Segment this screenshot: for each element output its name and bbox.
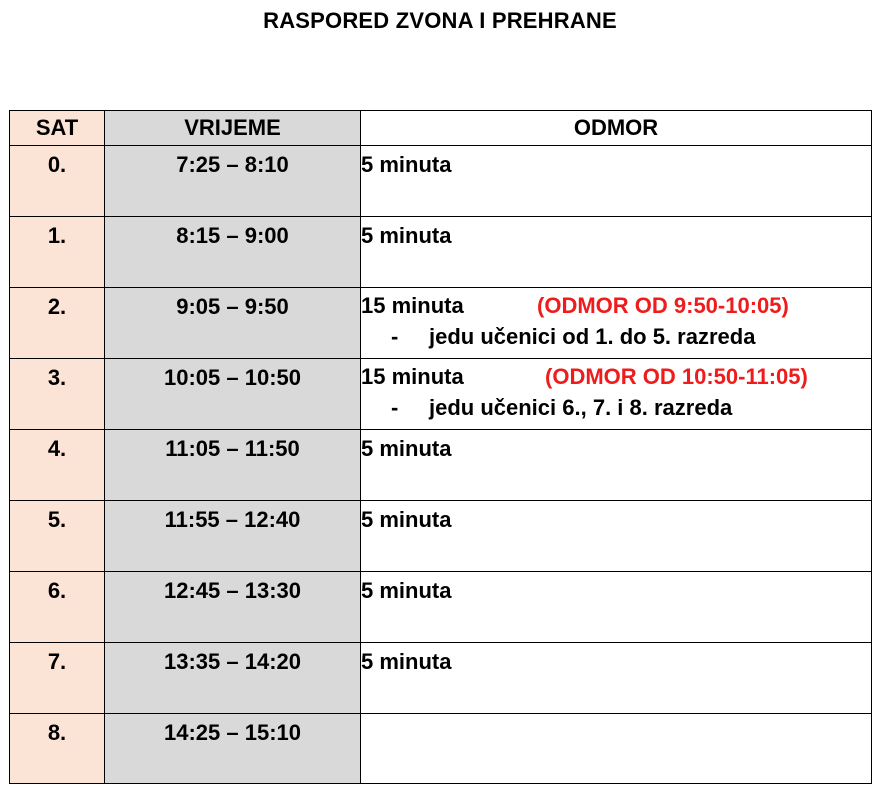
table-row	[10, 146, 872, 217]
break-cell	[361, 217, 872, 288]
sat-cell	[10, 217, 105, 288]
header-break: ODMOR	[361, 111, 872, 146]
time-cell	[105, 288, 361, 359]
sat-number: 4.	[47, 436, 67, 461]
break-duration: 5 minuta	[361, 578, 452, 603]
sat-number: 3.	[47, 365, 67, 390]
sat-number: 6.	[47, 578, 67, 603]
sat-cell	[10, 288, 105, 359]
sat-cell	[10, 714, 105, 784]
time-range: 9:05 – 9:50	[176, 294, 289, 319]
sat-cell	[10, 501, 105, 572]
table-row	[10, 217, 872, 288]
break-duration: 5 minuta	[361, 436, 452, 461]
break-subnote	[361, 391, 871, 425]
break-cell	[361, 359, 872, 430]
break-duration: 15 minuta	[361, 364, 464, 389]
sat-cell	[10, 572, 105, 643]
header-time: VRIJEME	[105, 111, 361, 146]
break-subnote	[361, 320, 871, 354]
table-row	[10, 288, 872, 359]
table-row	[10, 714, 872, 784]
subnote-text: jedu učenici od 1. do 5. razreda	[429, 324, 756, 349]
break-note: (ODMOR OD 9:50-10:05)	[537, 293, 789, 318]
time-cell	[105, 714, 361, 784]
header-sat: SAT	[10, 111, 105, 146]
sat-number: 5.	[47, 507, 67, 532]
break-cell	[361, 146, 872, 217]
break-duration: 5 minuta	[361, 152, 452, 177]
time-range: 13:35 – 14:20	[164, 649, 301, 674]
time-range: 7:25 – 8:10	[176, 152, 289, 177]
sat-cell	[10, 430, 105, 501]
break-duration: 5 minuta	[361, 507, 452, 532]
break-cell	[361, 572, 872, 643]
break-cell	[361, 288, 872, 359]
time-range: 11:05 – 11:50	[165, 436, 300, 461]
break-cell	[361, 430, 872, 501]
time-range: 12:45 – 13:30	[164, 578, 301, 603]
dash-bullet: -	[391, 324, 399, 349]
sat-number: 8.	[47, 720, 67, 745]
sat-number: 7.	[47, 649, 67, 674]
break-line	[361, 288, 871, 320]
time-range: 14:25 – 15:10	[164, 720, 301, 745]
schedule-table	[9, 110, 872, 784]
break-cell	[361, 501, 872, 572]
page-title: RASPORED ZVONA I PREHRANE	[263, 8, 617, 33]
break-duration: 5 minuta	[361, 223, 452, 248]
time-cell	[105, 572, 361, 643]
time-cell	[105, 430, 361, 501]
sat-number: 1.	[47, 223, 67, 248]
time-range: 10:05 – 10:50	[164, 365, 301, 390]
time-cell	[105, 643, 361, 714]
break-duration	[361, 714, 871, 719]
break-cell	[361, 714, 872, 784]
table-row	[10, 359, 872, 430]
break-duration: 5 minuta	[361, 649, 452, 674]
sat-cell	[10, 359, 105, 430]
time-range: 11:55 – 12:40	[164, 507, 301, 532]
time-cell	[105, 217, 361, 288]
sat-cell	[10, 146, 105, 217]
time-range: 8:15 – 9:00	[176, 223, 289, 248]
break-duration: 15 minuta	[361, 293, 464, 318]
dash-bullet: -	[391, 395, 399, 420]
break-note: (ODMOR OD 10:50-11:05)	[545, 364, 808, 389]
table-header-row	[10, 111, 872, 146]
table-row	[10, 643, 872, 714]
table-row	[10, 430, 872, 501]
table-row	[10, 501, 872, 572]
time-cell	[105, 146, 361, 217]
sat-number: 2.	[47, 294, 67, 319]
sat-cell	[10, 643, 105, 714]
break-cell	[361, 643, 872, 714]
table-row	[10, 572, 872, 643]
time-cell	[105, 501, 361, 572]
sat-number: 0.	[47, 152, 67, 177]
time-cell	[105, 359, 361, 430]
break-line	[361, 359, 871, 391]
subnote-text: jedu učenici 6., 7. i 8. razreda	[429, 395, 733, 420]
